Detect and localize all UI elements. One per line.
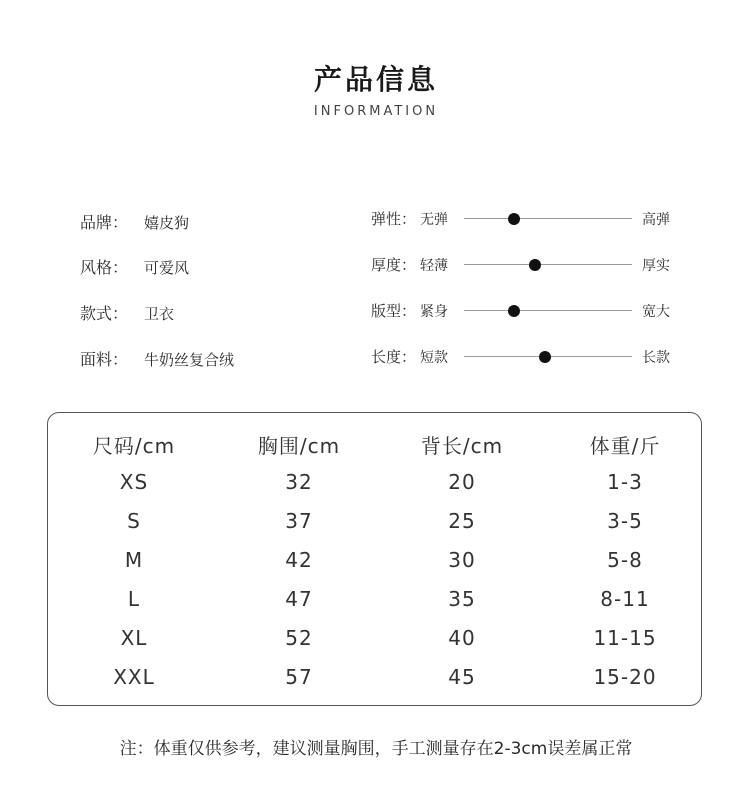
scale-track — [464, 264, 632, 265]
info-item-type — [80, 301, 174, 324]
info-label: 品牌： — [80, 213, 129, 232]
table-cell: M — [124, 548, 144, 572]
scale-label: 长度： — [371, 348, 417, 366]
table-header: 尺码/cm — [92, 434, 176, 458]
table-cell: 40 — [448, 626, 476, 650]
info-label: 款式： — [80, 304, 129, 323]
table-cell: L — [127, 587, 141, 611]
table-cell: XXL — [113, 665, 155, 689]
page-subtitle: INFORMATION — [313, 104, 439, 119]
table-cell: 3-5 — [607, 509, 643, 533]
info-label: 风格： — [80, 258, 129, 277]
scale-marker — [539, 351, 551, 363]
scale-low-label: 轻薄 — [420, 258, 448, 274]
scale-elasticity — [371, 208, 676, 230]
scale-low-label: 无弹 — [420, 212, 448, 228]
info-item-fabric — [80, 347, 234, 370]
scale-track — [464, 218, 632, 219]
scale-track — [464, 310, 632, 311]
scale-low-label: 紧身 — [420, 304, 448, 320]
info-item-brand — [80, 210, 189, 233]
table-cell: 15-20 — [593, 665, 657, 689]
table-cell: 37 — [285, 509, 313, 533]
table-cell: 52 — [285, 626, 313, 650]
table-cell: 1-3 — [607, 470, 643, 494]
scale-high-label: 厚实 — [642, 258, 670, 274]
scale-thickness — [371, 254, 676, 276]
scale-label: 版型： — [371, 302, 417, 320]
table-header: 体重/斤 — [589, 434, 661, 458]
table-cell: 20 — [448, 470, 476, 494]
table-cell: 45 — [448, 665, 476, 689]
table-header: 背长/cm — [420, 434, 504, 458]
info-value: 牛奶丝复合绒 — [144, 351, 235, 369]
scale-high-label: 高弹 — [642, 212, 670, 228]
table-cell: XL — [120, 626, 148, 650]
table-cell: 42 — [285, 548, 313, 572]
scale-length — [371, 346, 676, 368]
scale-label: 厚度： — [371, 256, 417, 274]
scale-label: 弹性： — [371, 210, 417, 228]
table-cell: 11-15 — [593, 626, 657, 650]
table-cell: 30 — [448, 548, 476, 572]
table-cell: 57 — [285, 665, 313, 689]
table-cell: 32 — [285, 470, 313, 494]
table-header: 胸围/cm — [257, 434, 341, 458]
table-cell: 8-11 — [600, 587, 650, 611]
table-cell: 35 — [448, 587, 476, 611]
scale-marker — [529, 259, 541, 271]
info-label: 面料： — [80, 350, 129, 369]
info-value: 卫衣 — [144, 305, 175, 323]
table-cell: 5-8 — [607, 548, 643, 572]
scale-high-label: 长款 — [642, 350, 670, 366]
scale-fit — [371, 300, 676, 322]
scale-marker — [508, 305, 520, 317]
scale-low-label: 短款 — [420, 350, 448, 366]
info-value: 可爱风 — [144, 259, 190, 277]
table-cell: XS — [119, 470, 149, 494]
measurement-note: 注：体重仅供参考，建议测量胸围，手工测量存在2-3cm误差属正常 — [119, 739, 633, 759]
page-title: 产品信息 — [313, 63, 438, 96]
table-cell: 47 — [285, 587, 313, 611]
scale-high-label: 宽大 — [642, 304, 670, 320]
info-value: 嬉皮狗 — [144, 214, 190, 232]
info-item-style — [80, 255, 189, 278]
size-table — [47, 412, 702, 706]
table-cell: S — [127, 509, 141, 533]
scale-marker — [508, 213, 520, 225]
table-cell: 25 — [448, 509, 476, 533]
